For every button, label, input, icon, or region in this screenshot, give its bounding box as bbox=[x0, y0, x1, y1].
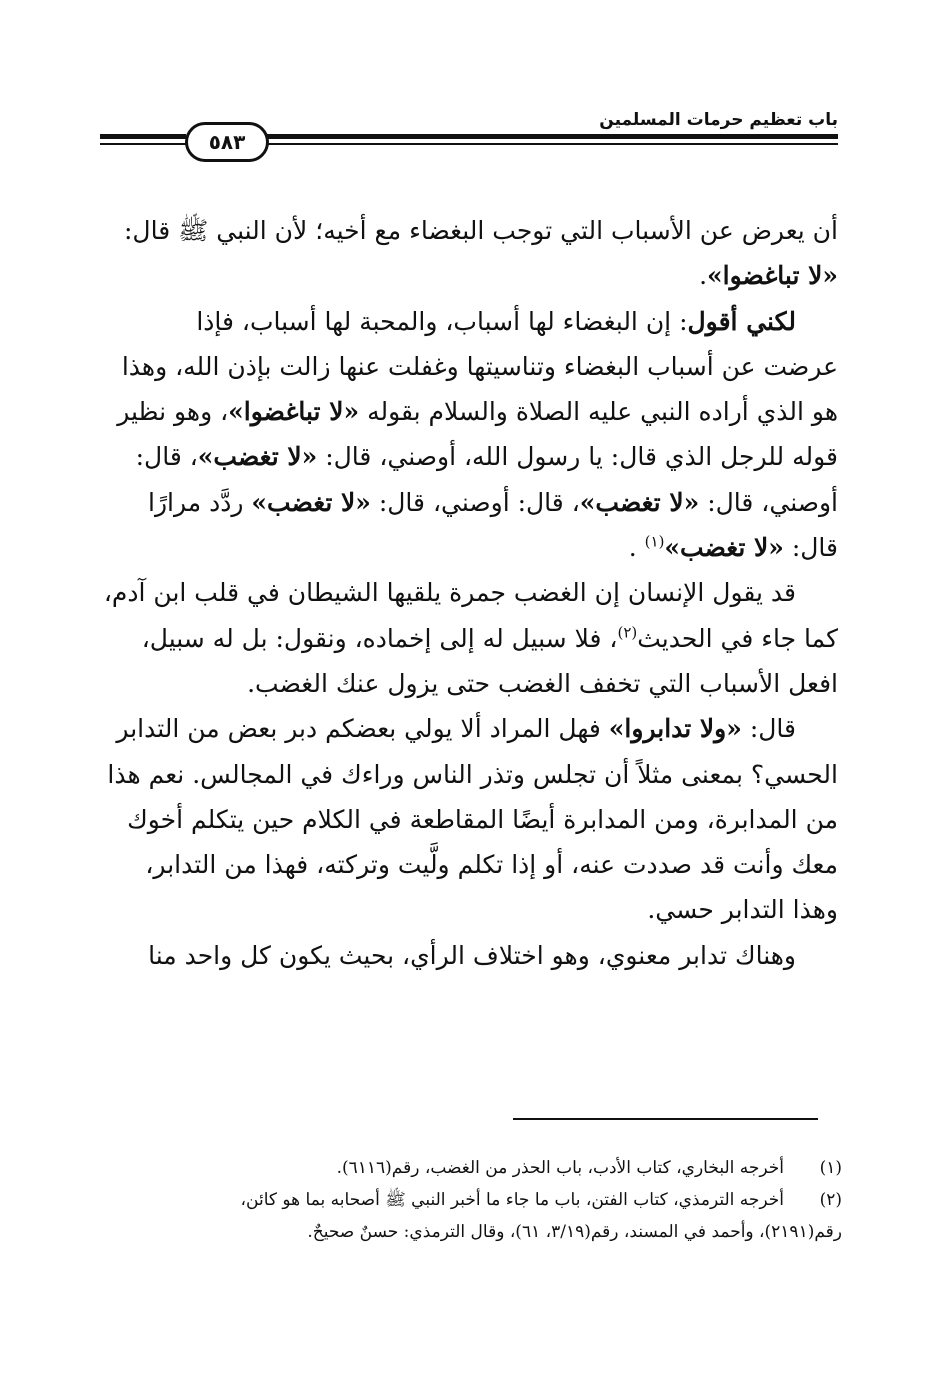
text-line bbox=[100, 887, 838, 932]
text-segment: افعل الأسباب التي تخفف الغضب حتى يزول عنك الغضب. bbox=[247, 668, 838, 698]
text-segment: ردَّد مرارًا bbox=[148, 487, 244, 517]
text-segment: قال: bbox=[791, 533, 838, 563]
hadith-quote: «لا تغضب» bbox=[664, 533, 784, 563]
footnote-ref[interactable]: (٢) bbox=[617, 623, 638, 642]
text-line bbox=[100, 661, 838, 706]
text-segment: من المدابرة، ومن المدابرة أيضًا المقاطعة في الكلام حين يتكلم أخوك bbox=[127, 804, 838, 834]
hadith-quote: «لا تباغضوا» bbox=[228, 397, 360, 427]
text-line bbox=[100, 616, 838, 661]
paragraph-1 bbox=[100, 208, 838, 299]
text-line bbox=[100, 570, 838, 615]
text-line bbox=[100, 344, 838, 389]
text-line bbox=[100, 480, 838, 525]
header-rule-right-thick bbox=[266, 134, 838, 139]
paragraph-2 bbox=[100, 299, 838, 571]
footnote-text: رقم(٢١٩١)، وأحمد في المسند، رقم(٣/١٩، ٦١)، وقال الترمذي: حسنٌ صحيحٌ. bbox=[307, 1222, 842, 1242]
footnote-number: (١) bbox=[819, 1158, 842, 1178]
running-title: باب تعظيم حرمات المسلمين bbox=[599, 110, 838, 130]
footnote-2 bbox=[100, 1184, 842, 1248]
text-line bbox=[100, 434, 838, 479]
footnotes bbox=[100, 1152, 842, 1248]
text-line bbox=[100, 299, 838, 344]
paragraph-5 bbox=[100, 933, 838, 978]
text-segment: معك وأنت قد صددت عنه، أو إذا تكلم ولَّيت وتركته، فهذا من التدابر، bbox=[145, 850, 838, 880]
paragraph-3 bbox=[100, 570, 838, 706]
text-segment: ، فلا سبيل له إلى إخماده، ونقول: بل له سبيل، bbox=[141, 623, 618, 653]
text-line bbox=[100, 253, 838, 298]
hadith-quote: «لا تغضب» bbox=[579, 487, 700, 517]
text-segment: كما جاء في الحديث bbox=[637, 623, 838, 653]
body-text bbox=[100, 208, 838, 978]
text-line bbox=[100, 752, 838, 797]
page-number: ٥٨٣ bbox=[185, 122, 269, 162]
header-rule-left-thick bbox=[100, 134, 186, 139]
footnote-ref[interactable]: (١) bbox=[644, 532, 665, 551]
text-segment: قوله للرجل الذي قال: يا رسول الله، أوصني، قال: bbox=[325, 442, 838, 472]
text-segment: ، قال: bbox=[135, 442, 198, 472]
text-line bbox=[100, 208, 838, 253]
text-line bbox=[100, 706, 838, 751]
text-segment: هو الذي أراده النبي عليه الصلاة والسلام بقوله bbox=[367, 397, 838, 427]
paragraph-4 bbox=[100, 706, 838, 932]
text-segment: ، قال: أوصني، قال: bbox=[378, 487, 580, 517]
text-segment: فهل المراد ألا يولي بعضكم دبر بعض من التدابر bbox=[116, 714, 601, 744]
footnote-text: أخرجه الترمذي، كتاب الفتن، باب ما جاء ما أخبر النبي ﷺ أصحابه بما هو كائن، bbox=[240, 1190, 784, 1210]
text-segment: الحسي؟ بمعنى مثلاً أن تجلس وتذر الناس وراءك في المجالس. نعم هذا bbox=[107, 759, 838, 789]
text-line bbox=[100, 525, 838, 570]
text-segment: وهناك تدابر معنوي، وهو اختلاف الرأي، بحيث يكون كل واحد منا bbox=[148, 940, 796, 970]
hadith-quote: «لا تباغضوا» bbox=[707, 261, 838, 291]
text-segment: قال: bbox=[749, 714, 796, 744]
text-segment: . bbox=[628, 533, 637, 563]
text-segment: أن يعرض عن الأسباب التي توجب البغضاء مع أخيه؛ لأن النبي ﷺ قال: bbox=[124, 216, 838, 245]
text-segment: ، وهو نظير bbox=[117, 397, 229, 427]
hadith-quote: «لا تغضب» bbox=[251, 487, 371, 517]
text-segment: . bbox=[699, 261, 708, 291]
text-segment: أوصني، قال: bbox=[707, 487, 838, 517]
text-segment: وهذا التدابر حسي. bbox=[647, 895, 838, 925]
header-rule-left-thin bbox=[100, 143, 186, 145]
header-rule-right-thin bbox=[266, 143, 838, 145]
footnote-1 bbox=[100, 1152, 842, 1184]
text-segment: قد يقول الإنسان إن الغضب جمرة يلقيها الشيطان في قلب ابن آدم، bbox=[103, 578, 796, 608]
text-line bbox=[100, 842, 838, 887]
footnote-number: (٢) bbox=[819, 1190, 842, 1210]
hadith-quote: «ولا تدابروا» bbox=[608, 714, 742, 744]
text-line bbox=[100, 797, 838, 842]
page-header bbox=[100, 100, 838, 160]
hadith-quote: «لا تغضب» bbox=[197, 442, 318, 472]
bold-lead: لكني أقول bbox=[687, 306, 796, 336]
footnote-text: أخرجه البخاري، كتاب الأدب، باب الحذر من الغضب، رقم(٦١١٦). bbox=[336, 1158, 784, 1178]
text-line bbox=[100, 933, 838, 978]
text-segment: : إن البغضاء لها أسباب، والمحبة لها أسباب، فإذا bbox=[196, 306, 688, 336]
footnote-separator bbox=[513, 1118, 818, 1120]
text-segment: عرضت عن أسباب البغضاء وتناسيتها وغفلت عنها زالت بإذن الله، وهذا bbox=[121, 351, 838, 381]
text-line bbox=[100, 389, 838, 434]
